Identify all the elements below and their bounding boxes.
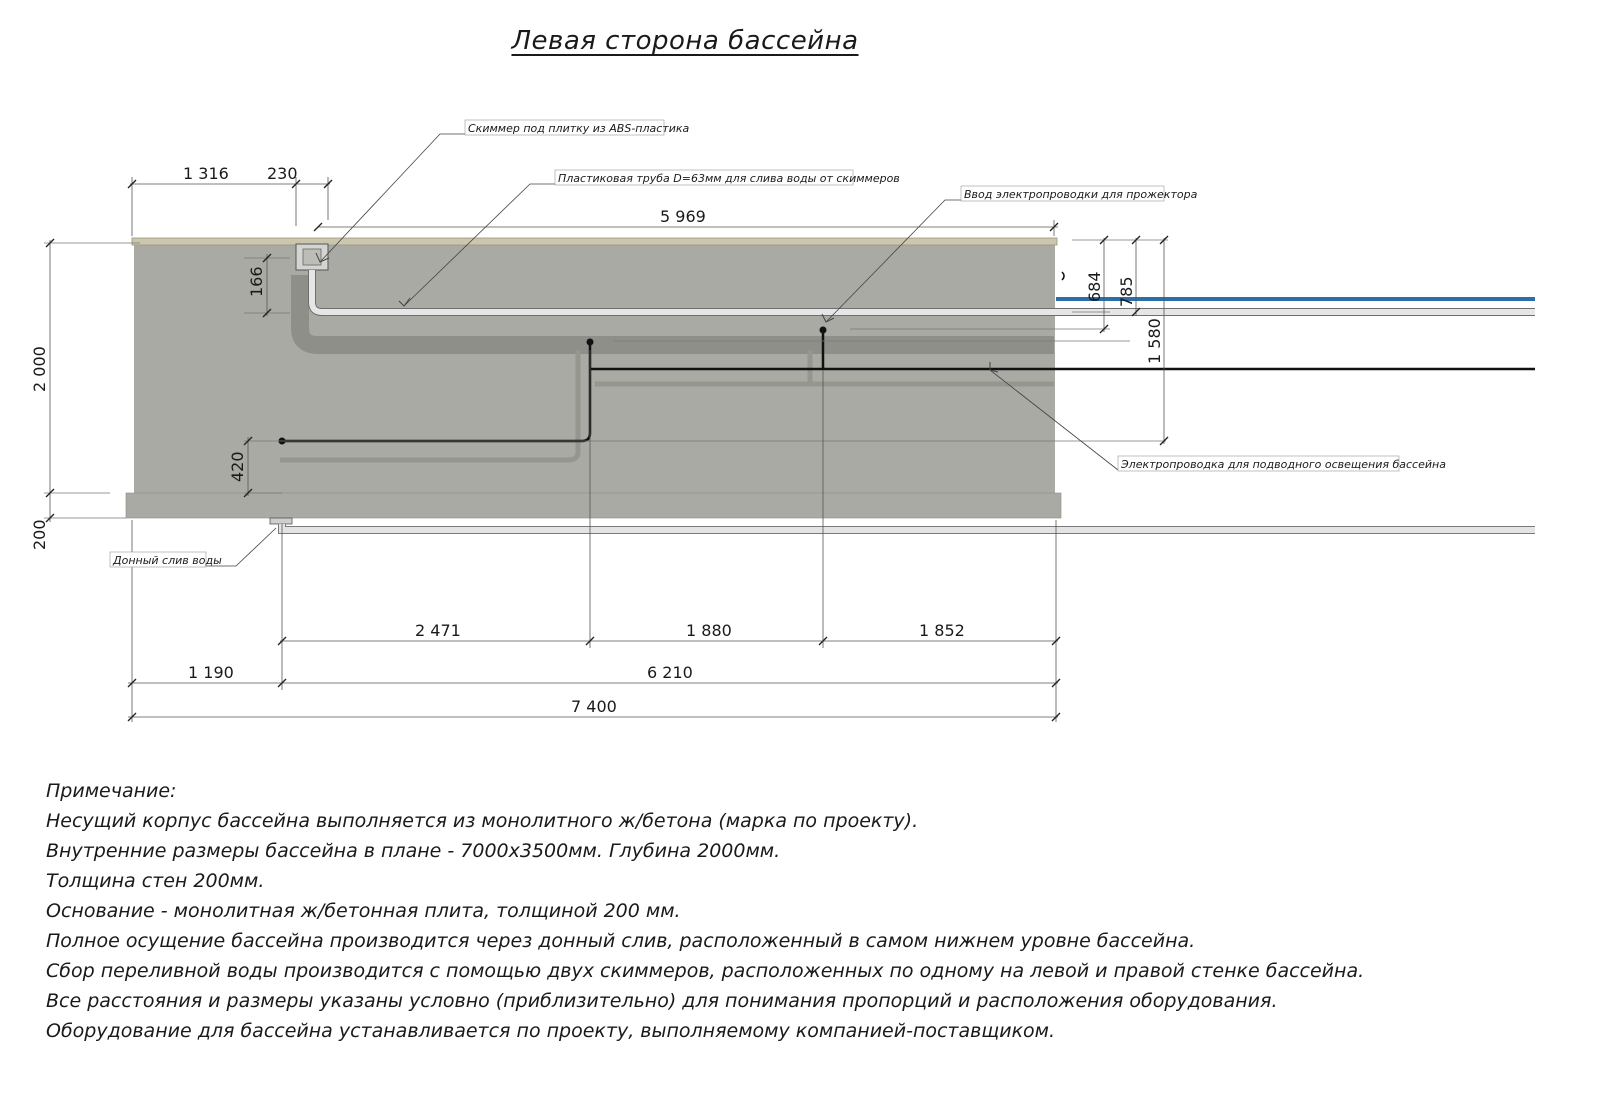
dim-200: 200 [30,519,49,550]
note-line: Толщина стен 200мм. [46,870,265,892]
dim-1190: 1 190 [188,663,234,682]
dim-684: 684 [1085,271,1104,302]
callout-projector: Ввод электропроводки для прожектора [964,188,1198,201]
pool-base-slab [126,493,1061,518]
note-line: Сбор переливной воды производится с помощью двух скиммеров, расположенных по одному на левой и правой стенке бассейна. [46,960,1365,982]
note-line: Несущий корпус бассейна выполняется из монолитного ж/бетона (марка по проекту). [46,810,919,832]
drawing-title: Левая сторона бассейна [511,26,859,56]
note-line: Все расстояния и размеры указаны условно (приблизительно) для понимания пропорций и расположения оборудования. [46,990,1278,1012]
note-line: Оборудование для бассейна устанавливается по проекту, выполняемому компанией-поставщиком. [46,1020,1056,1042]
note-line: Внутренние размеры бассейна в плане - 7000х3500мм. Глубина 2000мм. [46,840,781,862]
callout-drain: Донный слив воды [113,554,222,567]
drain-pipe-fill [282,524,1535,530]
dim-785: 785 [1117,276,1136,307]
note-line: Основание - монолитная ж/бетонная плита, толщиной 200 мм. [46,900,681,922]
dim-7400: 7 400 [571,697,617,716]
dim-6210: 6 210 [647,663,693,682]
dim-5969: 5 969 [660,207,706,226]
callout-skimmer: Скиммер под плитку из ABS-пластика [468,122,690,135]
lamp-point-mid [587,339,594,346]
dim-1880: 1 880 [686,621,732,640]
dim-230: 230 [267,164,298,183]
callout-lighting: Электропроводка для подводного освещения бассейна [1121,458,1446,471]
lamp-point-right [820,327,827,334]
dim-2000: 2 000 [30,346,49,392]
hook-mark [1062,272,1064,280]
note-line: Полное осущение бассейна производится через донный слив, расположенный в самом нижнем уровне бассейна. [46,930,1196,952]
callout-pipe: Пластиковая труба D=63мм для слива воды от скиммеров [558,172,900,185]
dim-166: 166 [247,266,266,297]
notes-block [46,776,1546,1046]
dim-420: 420 [228,451,247,482]
bottom-drain [270,518,292,524]
dim-1852: 1 852 [919,621,965,640]
dim-2471: 2 471 [415,621,461,640]
dim-1316: 1 316 [183,164,229,183]
notes-heading: Примечание: [46,780,177,802]
pool-coping [132,238,1057,245]
dim-1580: 1 580 [1145,318,1164,364]
